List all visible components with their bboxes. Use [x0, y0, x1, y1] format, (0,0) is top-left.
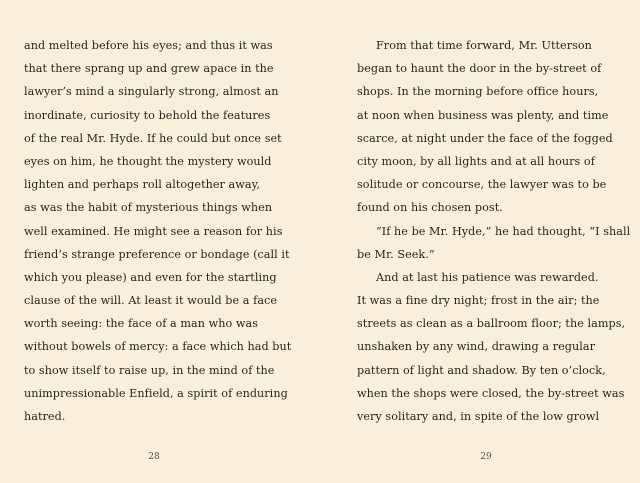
text-line: And at last his patience was rewarded.	[376, 270, 599, 284]
text-line: hatred.	[24, 410, 66, 423]
text-line: lighten and perhaps roll altogether away,	[24, 178, 261, 192]
text-line: city moon, by all lights and at all hours of	[357, 154, 595, 168]
text-line: when the shops were closed, the by-street was	[357, 386, 625, 400]
text-line: friend’s strange preference or bondage (call it	[24, 247, 290, 261]
text-line: worth seeing: the face of a man who was	[24, 317, 259, 331]
text-line: clause of the will. At least it would be a face	[24, 294, 278, 308]
text-line: very solitary and, in spite of the low growl	[357, 410, 600, 423]
text-line: scarce, at night under the face of the fogged	[357, 131, 613, 145]
text-line: be Mr. Seek.”	[357, 247, 435, 261]
text-line: which you please) and even for the startling	[24, 270, 277, 284]
text-line: without bowels of mercy: a face which had but	[24, 340, 292, 354]
text-line: to show itself to raise up, in the mind of the	[24, 363, 275, 377]
text-line: inordinate, curiosity to behold the features	[24, 108, 271, 122]
text-line: It was a fine dry night; frost in the air; the	[357, 294, 600, 308]
text-line: well examined. He might see a reason for his	[24, 224, 283, 238]
text-line: lawyer’s mind a singularly strong, almost an	[24, 85, 279, 99]
text-line: as was the habit of mysterious things when	[24, 201, 273, 215]
text-line: pattern of light and shadow. By ten o’clock,	[357, 363, 606, 377]
text-line: at noon when business was plenty, and time	[357, 108, 609, 122]
text-line: that there sprang up and grew apace in the	[24, 62, 274, 76]
text-line: found on his chosen post.	[357, 201, 503, 215]
right-page	[320, 0, 640, 483]
text-line: of the real Mr. Hyde. If he could but once set	[24, 131, 282, 145]
text-line: streets as clean as a ballroom floor; the lamps,	[357, 317, 626, 331]
text-line: and melted before his eyes; and thus it was	[24, 39, 273, 52]
text-line: shops. In the morning before office hours,	[357, 85, 599, 99]
left-page-body	[24, 34, 300, 428]
text-line: unshaken by any wind, drawing a regular	[357, 340, 595, 354]
right-page-body	[357, 34, 639, 428]
text-line: unimpressionable Enfield, a spirit of enduring	[24, 386, 288, 400]
left-page-number: 28	[148, 452, 160, 462]
text-line: From that time forward, Mr. Utterson	[376, 39, 592, 52]
text-line: solitude or concourse, the lawyer was to be	[357, 178, 607, 192]
right-page-number: 29	[480, 452, 492, 462]
text-line: began to haunt the door in the by-street of	[357, 62, 602, 76]
text-line: “If he be Mr. Hyde,” he had thought, “I shall	[376, 224, 631, 238]
text-line: eyes on him, he thought the mystery would	[24, 154, 272, 168]
